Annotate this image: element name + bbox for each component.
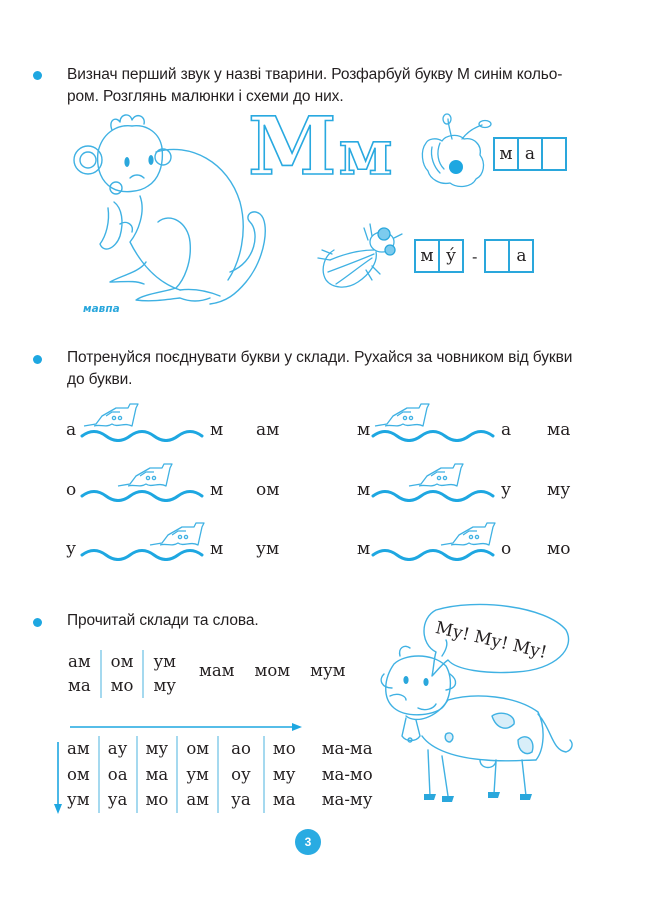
table-cell: ао (231, 739, 251, 758)
big-letter-upper[interactable]: М (248, 99, 339, 193)
scheme-cell[interactable]: м (414, 239, 440, 273)
task1-instruction-line1: Визнач перший звук у назві тварини. Розфарбуй букву М синім кольо- (67, 66, 563, 83)
scheme-cell[interactable]: а (517, 137, 543, 171)
syllable-row (357, 420, 617, 450)
bullet-icon (33, 355, 42, 364)
syllable: мо (110, 676, 134, 695)
end-letter: м (210, 480, 224, 500)
syllable-row (66, 539, 326, 569)
start-letter: а (66, 420, 77, 440)
table-cell: мо (145, 790, 169, 809)
table-cell: ум (67, 790, 90, 809)
fly-illustration (314, 220, 406, 292)
scheme-cell[interactable]: м (493, 137, 519, 171)
pair-column (68, 650, 100, 698)
syllable-result: ма (547, 420, 571, 440)
task1-instruction-line2: ром. Розглянь малюнки і схеми до них. (67, 88, 344, 105)
syllable-separator: - (472, 246, 478, 266)
syllable-pairs (68, 650, 185, 698)
end-letter: о (501, 539, 512, 559)
syllable: ом (110, 652, 134, 671)
table-cell: ам (67, 739, 90, 758)
table-word: ма-мо (321, 764, 373, 784)
big-letter-lower[interactable]: м (338, 116, 395, 189)
end-letter: м (210, 420, 224, 440)
syllable-row (66, 480, 326, 510)
arrow-right-icon (68, 722, 304, 732)
syllable-result: ом (256, 480, 280, 500)
syllable-row (357, 539, 617, 569)
word-scheme-bottom (414, 239, 534, 273)
scheme-cell[interactable]: а (508, 239, 534, 273)
table-column (67, 736, 98, 813)
table-cell: оу (231, 764, 251, 784)
table-cell: му (272, 764, 296, 784)
syllable-row (357, 480, 617, 510)
boat-icon[interactable] (148, 521, 212, 551)
syllable: ма (68, 676, 91, 695)
animal-caption: мавпа (83, 303, 120, 315)
word-scheme-top (493, 137, 567, 171)
pair-column (142, 650, 185, 698)
table-cell: ма (272, 790, 296, 809)
task2-instruction-line1: Потренуйся поєднувати букви у склади. Рухайся за човником від букви (67, 349, 573, 366)
syllable-result: мо (547, 539, 571, 559)
start-letter: о (66, 480, 77, 500)
table-cell: ом (186, 739, 210, 758)
syllable-row (66, 420, 326, 450)
table-cell: ум (186, 764, 209, 784)
scheme-cell[interactable] (541, 137, 567, 171)
syllable-result: ам (256, 420, 280, 440)
word: мам (199, 661, 235, 680)
table-cell: оа (107, 764, 128, 784)
table-column (217, 736, 263, 813)
table-column (98, 736, 136, 813)
table-cell: ам (186, 790, 210, 809)
syllable: ам (68, 652, 91, 671)
end-letter: м (210, 539, 224, 559)
speech-bubble-text: Му! Му! Му! (433, 618, 549, 664)
syllable: ум (153, 652, 176, 671)
scheme-cell[interactable]: ý (438, 239, 464, 273)
boat-icon[interactable] (373, 402, 437, 432)
boat-icon[interactable] (439, 521, 503, 551)
end-letter: а (501, 420, 512, 440)
task3-instruction: Прочитай склади та слова. (67, 612, 259, 629)
bullet-icon (33, 71, 42, 80)
arrow-down-icon (53, 740, 63, 816)
words-row (199, 661, 346, 680)
table-column (263, 736, 304, 813)
table-cell: ау (107, 739, 128, 758)
boat-icon[interactable] (82, 402, 146, 432)
end-letter: у (501, 480, 512, 500)
task2-instruction-line2: до букви. (67, 371, 133, 388)
table-word: ма-ма (321, 739, 373, 758)
page-number: 3 (295, 829, 321, 855)
table-cell: уа (107, 790, 128, 809)
table-word: ма-му (321, 790, 373, 809)
syllable-table (67, 736, 381, 813)
table-cell: ом (67, 764, 90, 784)
syllable-result: му (547, 480, 571, 500)
scheme-cell[interactable] (484, 239, 510, 273)
start-letter: у (66, 539, 77, 559)
monkey-illustration (60, 112, 275, 312)
table-cell: му (145, 739, 169, 758)
table-column (136, 736, 177, 813)
syllable-result: ум (256, 539, 280, 559)
pair-column (100, 650, 143, 698)
table-words-column (304, 736, 381, 813)
syllable: му (153, 676, 176, 695)
start-letter: м (357, 539, 371, 559)
table-cell: ма (145, 764, 169, 784)
boat-icon[interactable] (116, 462, 180, 492)
big-letter-m[interactable] (248, 99, 395, 193)
start-letter: м (357, 480, 371, 500)
word: мом (254, 661, 291, 680)
table-cell: уа (231, 790, 251, 809)
word: мум (310, 661, 346, 680)
bullet-icon (33, 618, 42, 627)
table-cell: мо (272, 739, 296, 758)
table-column (176, 736, 217, 813)
boat-icon[interactable] (407, 462, 471, 492)
start-letter: м (357, 420, 371, 440)
poppy-illustration (418, 113, 494, 191)
